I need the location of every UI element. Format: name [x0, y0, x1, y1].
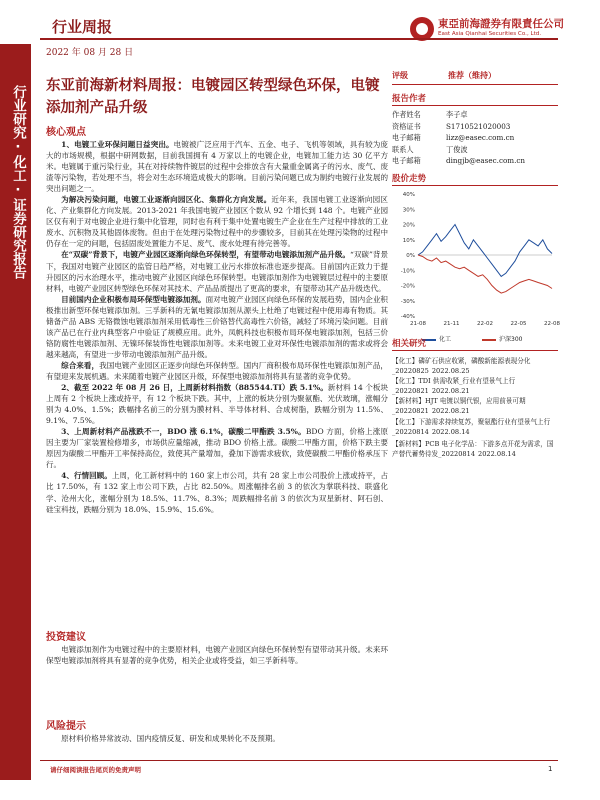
legend-label: 沪深300 — [499, 336, 523, 343]
related-report-title: 【化工】TDI 供需收紧_行业有望景气上行_20220821 — [392, 377, 516, 395]
company-logo — [410, 16, 564, 46]
related-report-title: 【化工】磷矿石供应收紧，磷酸新能源表现分化_20220825 — [392, 357, 531, 375]
legend-item — [482, 334, 522, 343]
analyst-info-row — [392, 133, 558, 144]
core-paragraph-text: 我国电镀产业园区正逐步向绿色环保转型。国内厂商积极布局环保性电镀添加剂产品，有望迎来发展机遇。未来随着电镀产业园区升级，环保型电镀添加剂将具有显著的竞争优势。 — [46, 360, 388, 381]
legend-label: 化工 — [439, 336, 452, 343]
related-report-title: 【化工】下游需求持续复苏，聚氨酯行业有望景气上行_20220814 — [392, 418, 551, 436]
series-line-0 — [418, 225, 552, 277]
info-value: 李子卓 — [446, 110, 468, 119]
related-report-item[interactable] — [392, 418, 558, 437]
info-key: 资格证书 — [392, 121, 421, 131]
related-report-date: 2022.08.14 — [431, 427, 470, 436]
related-report-title: 【新材料】HJT 电镀以铜代银，应用前景可期 _20220821 — [392, 397, 526, 415]
core-paragraph-text: 新材料 14 个板块上周有 2 个板块上涨或持平，有 12 个板块下跌。其中，上涨的板块分别为聚氨酯、光伏玻璃，涨幅分别为 4.0%、1.5%；跌幅排名前三的分别为膜材料、半导体材料、合成树脂，跌幅分别为 11.5%、9.1%、7.5%。 — [46, 383, 389, 426]
related-report-date: 2022.08.25 — [431, 366, 470, 375]
risk-body — [46, 733, 388, 744]
related-report-date: 2022.08.21 — [431, 406, 470, 415]
investment-heading: 投资建议 — [46, 632, 86, 643]
related-report-date: 2022.08.21 — [431, 386, 470, 395]
rating-value: 推荐（维持） — [448, 71, 496, 80]
y-tick-label: 0% — [406, 253, 415, 259]
core-paragraph — [46, 382, 388, 426]
analyst-info-row — [392, 156, 558, 167]
page-number: 1 — [548, 765, 553, 773]
y-tick-label: -10% — [400, 268, 415, 275]
report-title: 东亚前海新材料周报：电镀园区转型绿色环保，电镀添加剂产品升级 — [46, 77, 380, 116]
analyst-info-row — [392, 145, 558, 156]
core-paragraph-lead: 综合来看， — [61, 360, 100, 370]
info-key: 电子邮箱 — [392, 156, 421, 165]
legend-item — [422, 334, 451, 343]
x-tick-label: 21-11 — [443, 321, 460, 327]
core-paragraph — [46, 249, 388, 293]
risk-heading: 风险提示 — [46, 721, 86, 732]
related-report-item[interactable] — [392, 357, 558, 376]
core-view-heading: 核心观点 — [46, 127, 86, 138]
core-paragraph-text: “双碳”背景下，我国对电镀产业园区的监管日趋严格，对电镀工业污水排放标准也逐步提高。目前国内正致力于提升园区的污水治理水平，推动电镀产业园区向绿色环保转型。电镀添加剂作为电镀镀层过程中的主要原材料，电镀产业园区转型绿色环保对其技术、产品品质提出了更高的要求，有望带动其产品升级迭代。 — [46, 250, 388, 293]
info-value: lizz@easec.com.cn — [446, 133, 515, 142]
core-paragraph — [46, 139, 388, 194]
related-report-item[interactable] — [392, 377, 558, 396]
related-rule — [392, 350, 558, 351]
y-tick-label: -30% — [400, 298, 415, 305]
x-tick-label: 22-05 — [510, 321, 527, 327]
investment-body — [46, 644, 388, 666]
related-report-title: 【新材料】PCB 电子化学品：下游多点开花为需求，国产替代蓄势待发_20220814 — [392, 440, 554, 458]
analyst-heading: 报告作者 — [392, 94, 427, 104]
rating-row — [392, 70, 558, 84]
core-paragraph-text: 电镀被广泛应用于汽车、五金、电子、飞机等领域，具有较为庞大的市场规模，根据中研网数据，目前我国拥有 4 万家以上的电镀企业，电镀加工能力达 30 亿平方米。电镀属于重污染行业，其在对持续物件镀层的过程中会排放含有大量重金属离子的污水、废气、废渣等污染物，若处理不当，将会对生态环境造成极大的影响。目前污染问题已成为制约电镀行业发展的突出问题之一。 — [46, 140, 388, 194]
core-paragraph-lead: 在“双碳”背景下，电镀产业园区逐渐向绿色环保转型，有望带动电镀添加剂产品升级。 — [61, 250, 350, 260]
core-paragraph — [46, 294, 388, 360]
series-line-1 — [418, 255, 552, 293]
info-key: 联系人 — [392, 144, 414, 154]
footer-disclaimer: 请仔细阅读报告尾页的免责声明 — [50, 766, 141, 774]
core-paragraph-lead: 1、电镀工业环保问题日益突出。 — [61, 140, 174, 149]
core-paragraph — [46, 470, 388, 514]
price-trend-chart — [392, 188, 558, 338]
y-tick-label: -20% — [400, 283, 415, 290]
trend-heading: 股价走势 — [392, 174, 427, 184]
x-tick-label: 22-02 — [477, 321, 493, 327]
y-tick-label: -40% — [400, 314, 415, 320]
rating-rule — [392, 84, 558, 85]
analyst-rule — [392, 105, 558, 106]
report-date: 2022 年 08 月 28 日 — [46, 48, 134, 58]
core-paragraph-lead: 目前国内企业积极布局环保型电镀添加剂。 — [61, 294, 206, 304]
core-paragraph-lead: 4、行情回顾。 — [61, 471, 112, 481]
core-paragraph-text: 上周，化工新材料中的 160 家上市公司，共有 28 家上市公司股价上涨或持平，占比 17.50%，有 132 家上市公司下跌，占比 82.50%。周涨幅排名前 3 的依次为掌联科技、联盛化学、沧州大化，涨幅分别为 18.5%、11.7%、8.3%；周跌幅排名前 3 的依次为双星新材、阿石创、硅宝科技，跌幅分别为 18.0%、15.9%、15.6%。 — [46, 471, 388, 514]
core-paragraph-text: BDO 方面，价格上涨原因主要为厂家装置检修增多，市场供应量缩减，推动 BDO 价格上涨。碳酸二甲酯方面，价格下跌主要原因为碳酸二甲酯开工率保持高位，致使其产量增加，叠加下游需求疲软，致使碳酸二甲酯价格承压下行。 — [46, 427, 389, 470]
sidebar-label: 行业研究·化工·证券研究报告 — [10, 85, 26, 279]
related-report-item[interactable] — [392, 397, 558, 416]
analyst-info-row — [392, 122, 558, 133]
header-rule — [40, 38, 558, 40]
info-value: 丁俊波 — [446, 144, 468, 154]
info-key: 作者姓名 — [392, 110, 421, 119]
related-heading: 相关研究 — [392, 339, 427, 349]
info-key: 电子邮箱 — [392, 133, 421, 142]
legend-swatch — [482, 339, 496, 341]
core-paragraph — [46, 426, 388, 470]
related-report-date: 2022.08.14 — [478, 449, 516, 458]
risk-text: 原材料价格异常波动、国内疫情反复、研发和成果转化不及预期。 — [61, 734, 280, 743]
y-tick-label: 10% — [402, 237, 415, 244]
core-paragraph-text: 近年来，我国电镀工业逐渐向园区化、产业集群化方向发展。2013-2021 年我国电镀产业园区个数从 92 个增长到 148 个。电镀产业园区仅有利于对电镀企业进行集中化管理，同时也有利于集中处置电镀生产企业在生产过程中排放的工业废水、沉积物及其他固体废物。但由于在处理污染物过程中的步骤较多，目前其在处理污染物的过程中仍存在一定的问题，包括固废处置能力不足、废气、废水处理有待完善等。 — [46, 195, 388, 249]
related-report-item[interactable] — [392, 440, 558, 459]
investment-text: 电镀添加剂作为电镀过程中的主要原材料，电镀产业园区向绿色环保转型有望带动其升级。未来环保型电镀添加剂将具有显著的竞争优势，相关企业或将受益，如三孚新科等。 — [46, 645, 388, 666]
trend-rule — [392, 185, 558, 186]
report-type: 行业周报 — [52, 18, 113, 36]
footer-rule — [40, 760, 558, 761]
info-value: dingjb@easec.com.cn — [446, 156, 526, 165]
x-tick-label: 21-08 — [410, 321, 426, 327]
logo-name-cn: 東亞前海證券有限責任公司 — [438, 18, 564, 30]
core-paragraph-lead: 2、截至 2022 年 08 月 26 日，上周新材料指数（885544.TI）跌 5.1%。 — [61, 383, 328, 393]
x-tick-label: 22-08 — [544, 321, 560, 327]
y-tick-label: 30% — [402, 207, 415, 214]
core-paragraph-lead: 为解决污染问题，电镀工业逐渐向园区化、集群化方向发展。 — [61, 195, 272, 205]
core-paragraph-text: 面对电镀产业园区向绿色环保的发展趋势，国内企业积极推出新型环保电镀添加剂。三孚新科的无氰电镀添加剂从源头上杜绝了电镀过程中使用毒有物质。其储备产品 ABS 无铬微蚀电镀添加剂采用低毒性三价铬替代高毒性六价铬，减轻了环境污染问题。目前该产品已在行业内典型客户中验证了规模应用。此外，凤帆科技也积极布局环保电镀添加剂，包括三价铬防腐性电镀添加剂、无镍环保装饰性电镀添加剂等。未来电镀工业对环保性电镀添加剂的需求或将会越来越高，有望进一步带动电镀添加剂产品升级。 — [46, 294, 388, 359]
core-view-body — [46, 139, 388, 515]
core-paragraph — [46, 360, 388, 382]
rating-label: 评级 — [392, 71, 408, 80]
y-tick-label: 20% — [402, 222, 415, 229]
core-paragraph-lead: 3、上周新材料产品涨跌不一，BDO 涨 6.1%，碳酸二甲酯跌 3.5%。 — [61, 427, 306, 437]
core-paragraph — [46, 194, 388, 249]
y-tick-label: 40% — [402, 192, 415, 198]
info-value: S1710521020003 — [446, 121, 511, 131]
analyst-info-row — [392, 110, 558, 121]
logo-name-en: East Asia Qianhai Securities Co., Ltd. — [438, 31, 542, 37]
